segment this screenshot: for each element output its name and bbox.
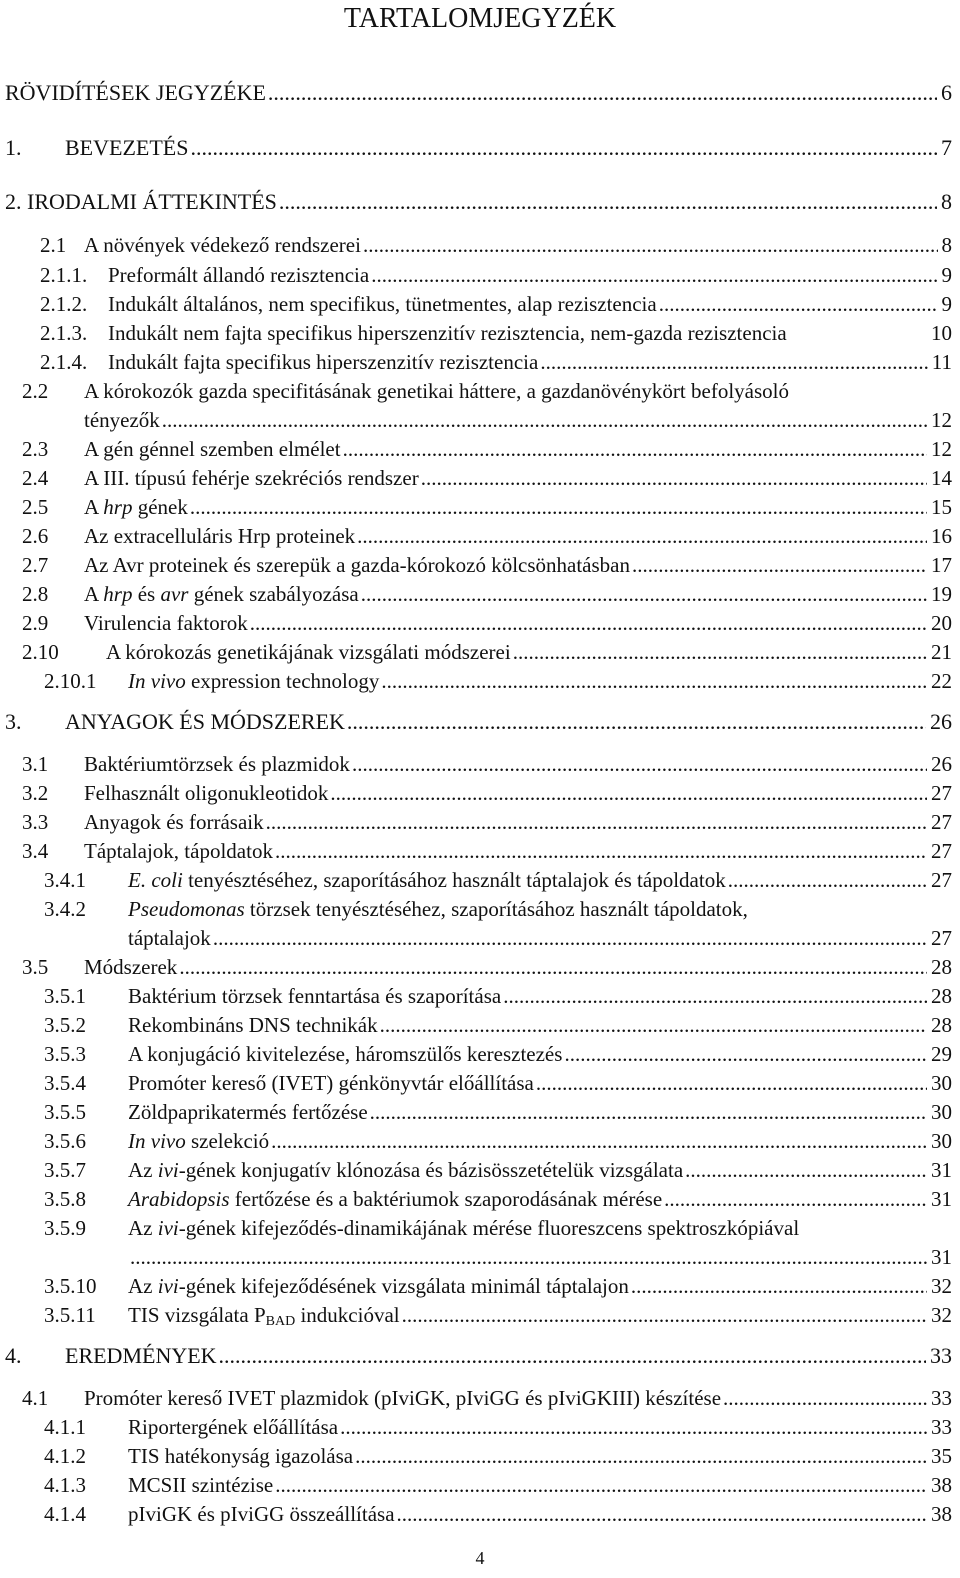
toc-entry-page: 32 <box>931 1303 952 1327</box>
toc-entry-title: A hrp gének <box>84 495 188 519</box>
toc-entry[interactable] <box>44 1472 952 1498</box>
toc-entry-title: A kórokozók gazda specifitásának genetikai háttere, a gazdanövénykört befolyásoló <box>84 379 789 403</box>
toc-entry-number: 3.3 <box>22 810 49 834</box>
toc-entry-number: 2. <box>5 189 22 214</box>
toc-entry-page: 38 <box>931 1502 952 1526</box>
toc-entry-title: Promóter kereső (IVET) génkönyvtár előállítása <box>128 1071 534 1095</box>
dot-leader <box>685 1157 927 1183</box>
toc-entry-page: 8 <box>941 233 952 257</box>
toc-entry[interactable] <box>22 552 952 578</box>
dot-leader <box>250 610 927 636</box>
dot-leader <box>340 1414 927 1440</box>
toc-entry[interactable] <box>22 639 952 665</box>
toc-entry[interactable] <box>44 1414 952 1440</box>
toc-entry-title: A kórokozás genetikájának vizsgálati módszerei <box>106 640 511 664</box>
toc-entry-title: Indukált általános, nem specifikus, tünetmentes, alap rezisztencia <box>108 292 657 316</box>
toc-entry-number: 3.5.4 <box>44 1071 86 1095</box>
toc-entry[interactable] <box>5 189 952 215</box>
toc-entry-page: 35 <box>931 1444 952 1468</box>
toc-entry-page: 26 <box>931 752 952 776</box>
toc-entry-title: tényezők <box>84 408 160 432</box>
toc-entry-page: 27 <box>931 781 952 805</box>
toc-entry-title: ANYAGOK ÉS MÓDSZEREK <box>65 709 345 734</box>
dot-leader <box>266 809 927 835</box>
toc-entry-number: 4.1 <box>22 1386 49 1410</box>
dot-leader <box>330 780 927 806</box>
toc-entry-title: A növények védekező rendszerei <box>84 233 361 257</box>
toc-entry-number: 3. <box>5 709 22 734</box>
toc-entry-page: 22 <box>931 669 952 693</box>
toc-entry-page: 30 <box>931 1071 952 1095</box>
toc-entry-page: 9 <box>941 292 952 316</box>
toc-entry-number: 2.2 <box>22 379 49 403</box>
toc-entry-title: Felhasznált oligonukleotidok <box>84 781 329 805</box>
toc-entry[interactable] <box>22 523 952 549</box>
toc-entry[interactable] <box>44 1099 952 1125</box>
toc-entry[interactable] <box>44 668 952 694</box>
toc-entry[interactable] <box>22 809 952 835</box>
dot-leader <box>564 1041 927 1067</box>
toc-entry-page: 16 <box>931 524 952 548</box>
dot-leader <box>631 1273 927 1299</box>
toc-entry[interactable] <box>84 407 952 433</box>
dot-leader <box>723 1385 927 1411</box>
toc-entry-number: 1. <box>5 135 22 160</box>
toc-entry-title: E. coli tenyésztéséhez, szaporításához használt táptalajok és tápoldatok <box>128 868 726 892</box>
dot-leader <box>275 1472 927 1498</box>
toc-entry-page: 28 <box>931 955 952 979</box>
toc-entry[interactable] <box>44 983 952 1009</box>
page-number: 4 <box>475 1548 485 1568</box>
dot-leader <box>271 1128 927 1154</box>
dot-leader <box>371 262 937 288</box>
toc-entry-page: 27 <box>931 839 952 863</box>
dot-leader <box>503 983 927 1009</box>
toc-entry-page: 29 <box>931 1042 952 1066</box>
toc-entry[interactable] <box>44 896 952 922</box>
toc-entry-page: 27 <box>931 868 952 892</box>
toc-entry-title: Baktérium törzsek fenntartása és szaporítása <box>128 984 502 1008</box>
toc-entry-page: 33 <box>931 1386 952 1410</box>
toc-entry-number: 2.5 <box>22 495 49 519</box>
toc-entry-number: 2.10 <box>22 640 59 664</box>
toc-entry[interactable] <box>44 1041 952 1067</box>
toc-entry-number: 2.4 <box>22 466 49 490</box>
toc-entry-page: 32 <box>931 1274 952 1298</box>
toc-entry-number: 3.2 <box>22 781 49 805</box>
toc-entry[interactable] <box>44 1128 952 1154</box>
toc-entry[interactable] <box>22 954 952 980</box>
dot-leader <box>540 349 927 375</box>
toc-entry-page: 8 <box>941 189 952 214</box>
toc-entry-title: Zöldpaprikatermés fertőzése <box>128 1100 368 1124</box>
toc-entry-number: 3.1 <box>22 752 49 776</box>
toc-entry[interactable] <box>44 867 952 893</box>
toc-entry-title: táptalajok <box>128 926 211 950</box>
toc-entry-title: Riportergének előállítása <box>128 1415 339 1439</box>
toc-entry-title: IRODALMI ÁTTEKINTÉS <box>27 189 277 214</box>
toc-entry-page: 15 <box>931 495 952 519</box>
dot-leader <box>421 465 927 491</box>
toc-entry-title: BEVEZETÉS <box>65 135 189 160</box>
dot-leader <box>343 436 927 462</box>
toc-entry-title: Indukált nem fajta specifikus hiperszenzitív rezisztencia, nem-gazda rezisztencia <box>108 321 787 345</box>
toc-entry-page: 31 <box>931 1158 952 1182</box>
toc-entry-title: Az Avr proteinek és szerepük a gazda-kórokozó kölcsönhatásban <box>84 553 630 577</box>
dot-leader <box>268 80 937 106</box>
toc-entry[interactable] <box>44 1501 952 1527</box>
toc-entry-number: 3.5.2 <box>44 1013 86 1037</box>
dot-leader <box>361 581 927 607</box>
toc-entry-number: 3.4.2 <box>44 897 86 921</box>
toc-entry-title: EREDMÉNYEK <box>65 1343 217 1368</box>
toc-entry-page: 26 <box>930 709 952 734</box>
toc-entry-title: Az extracelluláris Hrp proteinek <box>84 524 356 548</box>
toc-entry-number: 2.8 <box>22 582 49 606</box>
toc-entry-title: Táptalajok, tápoldatok <box>84 839 273 863</box>
toc-entry[interactable] <box>44 1186 952 1212</box>
toc-entry-page: 31 <box>931 1187 952 1211</box>
dot-leader <box>370 1099 927 1125</box>
toc-entry-title: MCSII szintézise <box>128 1473 274 1497</box>
toc-entry-number: 4.1.1 <box>44 1415 86 1439</box>
dot-leader <box>536 1070 927 1096</box>
toc-entry-page: 28 <box>931 984 952 1008</box>
toc-entry-title: Promóter kereső IVET plazmidok (pIviGK, pIviGG és pIviGKIII) készítése <box>84 1386 722 1410</box>
toc-entry-number: 2.3 <box>22 437 49 461</box>
dot-leader <box>513 639 927 665</box>
toc-entry-number: 4.1.4 <box>44 1502 86 1526</box>
toc-entry-number: 2.9 <box>22 611 49 635</box>
toc-entry[interactable] <box>44 1302 952 1328</box>
toc-entry-title: Az ivi-gének kifejeződés-dinamikájának mérése fluoreszcens spektroszkópiával <box>128 1216 800 1240</box>
dot-leader <box>279 189 937 215</box>
toc-entry[interactable] <box>40 262 952 288</box>
toc-entry-title: Az ivi-gének kifejeződésének vizsgálata minimál táptalajon <box>128 1274 629 1298</box>
toc-entry-page: 27 <box>931 810 952 834</box>
page-title: TARTALOMJEGYZÉK <box>343 3 617 34</box>
toc-entry-number: 4.1.2 <box>44 1444 86 1468</box>
toc-entry[interactable] <box>5 135 952 161</box>
toc-entry-page: 21 <box>931 640 952 664</box>
toc-entry-page: 11 <box>931 350 952 374</box>
toc-entry[interactable] <box>44 1273 952 1299</box>
toc-entry-page: 9 <box>941 263 952 287</box>
toc-entry-page: 31 <box>931 1245 952 1269</box>
dot-leader <box>659 291 938 317</box>
toc-entry[interactable] <box>128 925 952 951</box>
dot-leader <box>190 494 927 520</box>
toc-entry-number: 2.1.1. <box>40 263 88 287</box>
toc-entry-title: Baktériumtörzsek és plazmidok <box>84 752 350 776</box>
dot-leader <box>402 1302 927 1328</box>
toc-entry[interactable] <box>5 1343 952 1369</box>
dot-leader <box>179 954 927 980</box>
toc-entry[interactable] <box>22 581 952 607</box>
dot-leader <box>352 751 927 777</box>
toc-entry-title: A III. típusú fehérje szekréciós rendszer <box>84 466 419 490</box>
toc-entry-number: 3.5 <box>22 955 49 979</box>
dot-leader <box>728 867 927 893</box>
toc-entry[interactable] <box>128 1244 952 1270</box>
toc-entry-title: Rekombináns DNS technikák <box>128 1013 378 1037</box>
toc-entry-page: 12 <box>931 408 952 432</box>
toc-entry-page: 30 <box>931 1100 952 1124</box>
toc-entry-number: 3.5.9 <box>44 1216 86 1240</box>
toc-entry-title: In vivo expression technology <box>128 669 380 693</box>
toc-entry[interactable] <box>44 1443 952 1469</box>
toc-entry-title: pIviGK és pIviGG összeállítása <box>128 1502 395 1526</box>
toc-entry[interactable] <box>22 465 952 491</box>
dot-leader <box>190 135 937 161</box>
toc-entry-page: 12 <box>931 437 952 461</box>
toc-entry-title: Az ivi-gének konjugatív klónozása és bázisösszetételük vizsgálata <box>128 1158 684 1182</box>
toc-entry-number: 2.6 <box>22 524 49 548</box>
toc-entry-number: 3.4 <box>22 839 49 863</box>
toc-entry[interactable] <box>5 709 952 735</box>
toc-entry[interactable] <box>22 436 952 462</box>
dot-leader <box>355 1443 927 1469</box>
toc-entry-page: 33 <box>930 1343 952 1368</box>
toc-entry-title: Módszerek <box>84 955 178 979</box>
dot-leader <box>213 925 927 951</box>
toc-entry-page: 33 <box>931 1415 952 1439</box>
toc-entry-number: 3.5.10 <box>44 1274 97 1298</box>
dot-leader <box>632 552 927 578</box>
dot-leader <box>347 709 926 735</box>
toc-entry[interactable] <box>22 838 952 864</box>
toc-entry[interactable] <box>22 751 952 777</box>
toc-entry-number: 3.5.7 <box>44 1158 86 1182</box>
toc-entry-page: 10 <box>931 321 952 345</box>
toc-entry[interactable] <box>22 1385 952 1411</box>
toc-entry-number: 3.5.1 <box>44 984 86 1008</box>
toc-entry-title: A gén génnel szemben elmélet <box>84 437 341 461</box>
toc-entry[interactable] <box>22 780 952 806</box>
toc-entry-number: 2.1 <box>40 233 67 257</box>
toc-entry-page: 6 <box>941 80 952 105</box>
dot-leader <box>363 232 938 258</box>
toc-entry-number: 3.4.1 <box>44 868 86 892</box>
toc-entry[interactable] <box>44 1012 952 1038</box>
dot-leader <box>162 407 927 433</box>
toc-entry-number: 2.10.1 <box>44 669 97 693</box>
toc-entry[interactable] <box>44 1070 952 1096</box>
toc-entry-number: 3.5.3 <box>44 1042 86 1066</box>
toc-entry-page: 28 <box>931 1013 952 1037</box>
toc-entry-title: A konjugáció kivitelezése, háromszülős keresztezés <box>128 1042 563 1066</box>
toc-entry[interactable] <box>44 1157 952 1183</box>
toc-entry-title: RÖVIDÍTÉSEK JEGYZÉKE <box>5 80 266 105</box>
toc-entry-number: 3.5.6 <box>44 1129 86 1153</box>
toc-entry-title: Indukált fajta specifikus hiperszenzitív rezisztencia <box>108 350 539 374</box>
toc-entry-number: 2.1.2. <box>40 292 88 316</box>
toc-entry-page: 38 <box>931 1473 952 1497</box>
toc-entry-number: 3.5.5 <box>44 1100 86 1124</box>
toc-entry-title: Pseudomonas törzsek tenyésztéséhez, szaporításához használt tápoldatok, <box>128 897 748 921</box>
toc-entry-title: Virulencia faktorok <box>84 611 248 635</box>
toc-entry-number: 2.7 <box>22 553 49 577</box>
toc-entry[interactable] <box>40 232 952 258</box>
toc-entry[interactable] <box>22 494 952 520</box>
toc-entry-page: 30 <box>931 1129 952 1153</box>
toc-entry[interactable] <box>44 1215 952 1241</box>
toc-entry-page: 17 <box>931 553 952 577</box>
toc-entry[interactable] <box>22 610 952 636</box>
toc-entry-title: TIS vizsgálata $P_{BAD}$ indukcióval <box>128 1303 400 1329</box>
toc-entry[interactable] <box>5 80 952 106</box>
dot-leader <box>219 1343 926 1369</box>
dot-leader <box>397 1501 927 1527</box>
dot-leader <box>130 1244 927 1270</box>
toc-entry-title: Arabidopsis fertőzése és a baktériumok szaporodásának mérése <box>128 1187 663 1211</box>
toc-entry-number: 3.5.8 <box>44 1187 86 1211</box>
dot-leader <box>380 1012 927 1038</box>
toc-entry-number: 4.1.3 <box>44 1473 86 1497</box>
toc-entry-number: 2.1.3. <box>40 321 88 345</box>
toc-entry[interactable] <box>22 378 952 404</box>
toc-entry-title: TIS hatékonyság igazolása <box>128 1444 354 1468</box>
toc-entry-page: 27 <box>931 926 952 950</box>
toc-entry-number: 2.1.4. <box>40 350 88 374</box>
toc-entry-page: 20 <box>931 611 952 635</box>
toc-entry-number: 3.5.11 <box>44 1303 96 1327</box>
toc-entry-page: 19 <box>931 582 952 606</box>
toc-entry-title: In vivo szelekció <box>128 1129 270 1153</box>
dot-leader <box>357 523 927 549</box>
toc-entry[interactable] <box>40 291 952 317</box>
dot-leader <box>275 838 927 864</box>
dot-leader <box>381 668 927 694</box>
toc-entry[interactable] <box>40 349 952 375</box>
toc-entry-title: A hrp és avr gének szabályozása <box>84 582 359 606</box>
toc-entry-title: Anyagok és forrásaik <box>84 810 264 834</box>
toc-entry-page: 14 <box>931 466 952 490</box>
toc-entry-number: 4. <box>5 1343 22 1368</box>
toc-entry[interactable] <box>40 320 952 346</box>
toc-entry-title: Preformált állandó rezisztencia <box>108 263 370 287</box>
toc-entry-page: 7 <box>941 135 952 160</box>
dot-leader <box>664 1186 927 1212</box>
